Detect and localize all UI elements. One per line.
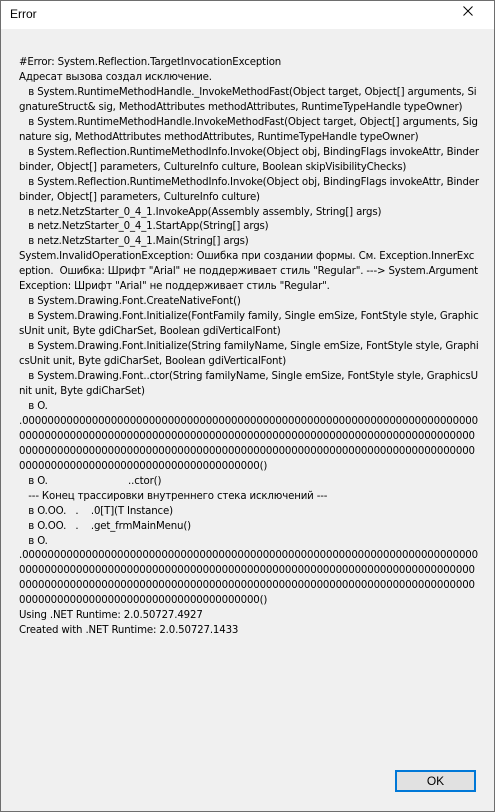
close-icon [463, 6, 473, 16]
dialog-body [1, 29, 494, 811]
error-message-text: #Error: System.Reflection.TargetInvocationException Адресат вызова создал исключение. в System.RuntimeMethodHandle._InvokeMethodFast(Object target, Object[] arguments, SignatureStruct& sig, MethodAttributes methodAttributes, RuntimeTypeHandle typeOwner) в System.RuntimeMethodHandle.InvokeMethodFast(Object target, Object[] arguments, Signature sig, MethodAttributes methodAttributes, RuntimeTypeHandle typeOwner) в System.Reflection.RuntimeMethodInfo.Invoke(Object obj, BindingFlags invokeAttr, Binder binder, Object[] parameters, CultureInfo culture, Boolean skipVisibilityChecks) в System.Reflection.RuntimeMethodInfo.Invoke(Object obj, BindingFlags invokeAttr, Binder binder, Object[] parameters, CultureInfo culture) в netz.NetzStarter_0_4_1.InvokeApp(Assembly assembly, String[] args) в netz.NetzStarter_0_4_1.StartApp(String[] args) в netz.NetzStarter_0_4_1.Main(String[] args) System.InvalidOperationException: Ошибка при создании формы. См. Exception.InnerException. Ошибка: Шрифт "Arial" не поддерживает стиль "Regular". ---> System.ArgumentException: Шрифт "Arial" не поддерживает стиль "Regular". в System.Drawing.Font.CreateNativeFont() в System.Drawing.Font.Initialize(FontFamily family, Single emSize, FontStyle style, GraphicsUnit unit, Byte gdiCharSet, Boolean gdiVerticalFont) в System.Drawing.Font.Initialize(String familyName, Single emSize, FontStyle style, GraphicsUnit unit, Byte gdiCharSet, Boolean gdiVerticalFont) в System.Drawing.Font..ctor(String familyName, Single emSize, FontStyle style, GraphicsUnit unit, Byte gdiCharSet) в O. .00000000000000000000000000000000000000000000000000000000000000000000000000000000000000000000000000000000000000000000000000000000000000000000000000000000000000000000000000000000000000000000000000000000000000000000000000000000000000000000000000000000000000() в O. ..ctor() --- Конец трассировки внутреннего стека исключений --- в O.OO. . .0[T](T Instance) в O.OO. . .get_frmMainMenu() в O. .00000000000000000000000000000000000000000000000000000000000000000000000000000000000000000000000000000000000000000000000000000000000000000000000000000000000000000000000000000000000000000000000000000000000000000000000000000000000000000000000000000000000000() Using .NET Runtime: 2.0.50727.4927 Created with .NET Runtime: 2.0.50727.1433 [19, 57, 479, 637]
close-button[interactable] [445, 1, 490, 21]
title-bar[interactable] [1, 1, 494, 29]
window-title: Error [10, 7, 37, 21]
ok-button[interactable]: OK [395, 770, 476, 792]
